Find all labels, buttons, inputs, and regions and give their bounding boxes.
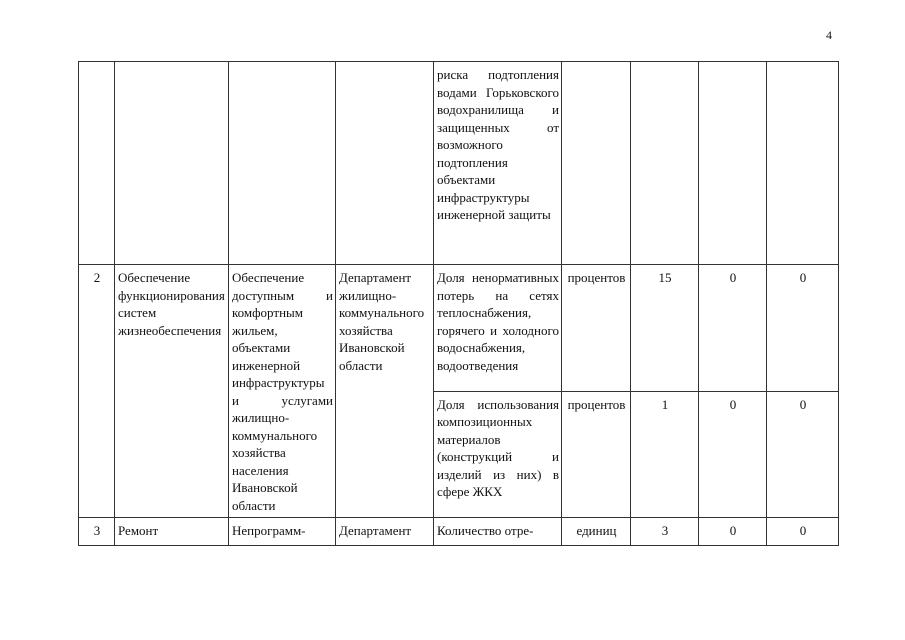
cell-unit: процентов <box>562 265 631 392</box>
cell-unit <box>562 62 631 265</box>
cell-executor: Департамент <box>336 518 434 546</box>
cell-value-3: 0 <box>767 391 839 518</box>
cell-indicator: Доля использования композиционных материалов (конструкций и изделий из них) в сфере ЖКХ <box>434 391 562 518</box>
cell-value-2: 0 <box>699 391 767 518</box>
cell-value-1: 15 <box>631 265 699 392</box>
table-row-3 <box>79 518 839 546</box>
cell-num <box>79 62 115 265</box>
cell-value-2: 0 <box>699 265 767 392</box>
cell-task <box>115 62 229 265</box>
cell-task: Ремонт <box>115 518 229 546</box>
cell-indicator: Доля ненормативных потерь на сетях теплоснабжения, горячего и холодного водоснабжения, водоотведения <box>434 265 562 392</box>
cell-value-1: 1 <box>631 391 699 518</box>
cell-num: 2 <box>79 265 115 518</box>
cell-value-3: 0 <box>767 518 839 546</box>
cell-unit: процентов <box>562 391 631 518</box>
cell-value-2: 0 <box>699 518 767 546</box>
cell-value-1: 3 <box>631 518 699 546</box>
cell-unit: единиц <box>562 518 631 546</box>
cell-goal <box>229 62 336 265</box>
program-table <box>78 61 839 546</box>
page-number: 4 <box>826 28 832 42</box>
cell-num: 3 <box>79 518 115 546</box>
cell-value-2 <box>699 62 767 265</box>
table-row-2 <box>79 265 839 392</box>
cell-executor <box>336 62 434 265</box>
cell-indicator: риска подтопления водами Горьковского водохранилища и защищенных от возможного подтопления объектами инфраструктуры инженерной защиты <box>434 62 562 265</box>
cell-value-1 <box>631 62 699 265</box>
cell-value-3: 0 <box>767 265 839 392</box>
cell-indicator: Количество отре- <box>434 518 562 546</box>
cell-executor: Департамент жилищно-коммунального хозяйства Ивановской области <box>336 265 434 518</box>
cell-task: Обеспечение функционирования систем жизнеобеспечения <box>115 265 229 518</box>
cell-goal: Непрограмм- <box>229 518 336 546</box>
cell-value-3 <box>767 62 839 265</box>
table-row-continued <box>79 62 839 265</box>
cell-goal: Обеспечение доступным и комфортным жильем, объектами инженерной инфраструктуры и услугами жилищно-коммунального хозяйства населения Ивановской области <box>229 265 336 518</box>
